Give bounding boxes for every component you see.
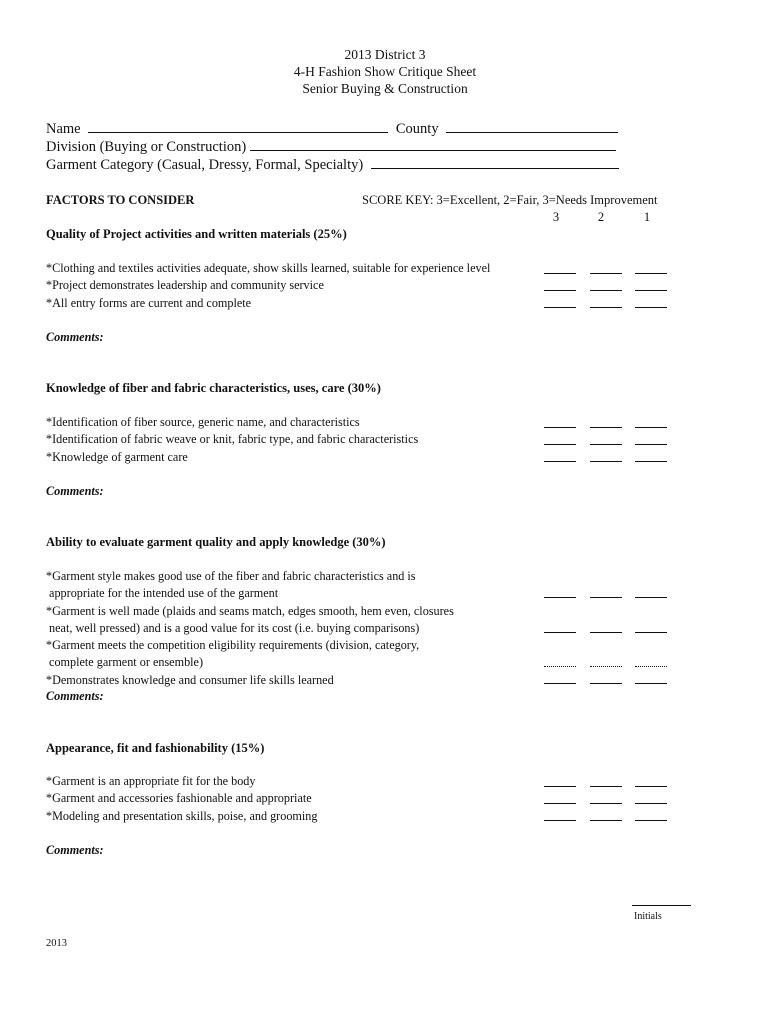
score-column-3: 3 — [552, 210, 560, 224]
score-blank-3[interactable] — [544, 444, 576, 445]
criterion-line: appropriate for the intended use of the garment — [46, 586, 279, 601]
score-blank-2[interactable] — [590, 820, 622, 821]
criterion-line: *Garment is an appropriate fit for the body — [46, 774, 256, 788]
score-column-2: 2 — [597, 210, 605, 224]
score-blank-1[interactable] — [635, 427, 667, 428]
score-blank-3[interactable] — [544, 273, 576, 274]
section-2-criteria — [46, 414, 418, 466]
division-row — [46, 136, 616, 156]
score-blank-1[interactable] — [635, 683, 667, 684]
score-blank-1[interactable] — [635, 444, 667, 445]
score-blank-3[interactable] — [544, 820, 576, 821]
category-label: Garment Category (Casual, Dressy, Formal, Specialty) — [46, 157, 364, 173]
section-1-criteria — [46, 260, 490, 312]
criterion-line: *Project demonstrates leadership and community service — [46, 278, 324, 293]
score-blank-1[interactable] — [635, 290, 667, 291]
section-2-title: Knowledge of fiber and fabric characteristics, uses, care (30%) — [46, 381, 381, 395]
score-blank-3[interactable] — [544, 683, 576, 684]
section-1-title: Quality of Project activities and written materials (25%) — [46, 227, 347, 241]
header-line-3: Senior Buying & Construction — [302, 81, 468, 96]
criterion-line: *Knowledge of garment care — [46, 449, 188, 464]
criterion-line: *Garment style makes good use of the fiber and fabric characteristics and is — [46, 569, 416, 583]
score-blank-3[interactable] — [544, 290, 576, 291]
criterion-line: *Clothing and textiles activities adequate, show skills learned, suitable for experience level — [46, 261, 491, 275]
score-blank-2[interactable] — [590, 273, 622, 274]
criterion-line: *Garment and accessories fashionable and appropriate — [46, 791, 312, 806]
factors-heading: FACTORS TO CONSIDER — [46, 193, 195, 207]
section-4-criteria — [46, 773, 317, 825]
criterion-line: neat, well pressed) and is a good value for its cost (i.e. buying comparisons) — [46, 620, 420, 635]
header-line-1: 2013 District 3 — [344, 47, 426, 62]
score-blank-3[interactable] — [544, 803, 576, 804]
score-blank-2[interactable] — [590, 444, 622, 445]
score-blank-2[interactable] — [590, 666, 622, 667]
section-3-title: Ability to evaluate garment quality and apply knowledge (30%) — [46, 535, 386, 549]
score-blank-3[interactable] — [544, 666, 576, 667]
section-4-comments-label: Comments: — [46, 843, 104, 857]
section-1-comments-label: Comments: — [46, 330, 104, 344]
section-4-title: Appearance, fit and fashionability (15%) — [46, 741, 265, 755]
name-field[interactable] — [88, 118, 388, 133]
criterion-line: *All entry forms are current and complete — [46, 295, 252, 310]
score-blank-2[interactable] — [590, 632, 622, 633]
score-blank-3[interactable] — [544, 597, 576, 598]
score-key: SCORE KEY: 3=Excellent, 2=Fair, 3=Needs Improvement — [362, 193, 658, 207]
score-blank-3[interactable] — [544, 461, 576, 462]
section-3-comments-label: Comments: — [46, 689, 104, 703]
score-blank-2[interactable] — [590, 461, 622, 462]
criterion-line: *Identification of fiber source, generic name, and characteristics — [46, 415, 360, 429]
county-field[interactable] — [446, 118, 618, 133]
section-2-comments-label: Comments: — [46, 484, 104, 498]
criterion-line: *Modeling and presentation skills, poise, and grooming — [46, 808, 318, 823]
score-blank-3[interactable] — [544, 786, 576, 787]
initials-label: Initials — [634, 911, 662, 922]
score-blank-1[interactable] — [635, 461, 667, 462]
score-blank-3[interactable] — [544, 632, 576, 633]
category-row — [46, 154, 619, 174]
division-field[interactable] — [250, 136, 616, 151]
score-blank-1[interactable] — [635, 597, 667, 598]
criterion-line: complete garment or ensemble) — [46, 655, 204, 670]
score-blank-3[interactable] — [544, 307, 576, 308]
header-line-2: 4-H Fashion Show Critique Sheet — [293, 64, 477, 79]
criterion-line: *Demonstrates knowledge and consumer life skills learned — [46, 672, 334, 687]
division-label: Division (Buying or Construction) — [46, 139, 247, 155]
section-3-criteria — [46, 568, 454, 689]
score-blank-1[interactable] — [635, 632, 667, 633]
score-blank-2[interactable] — [590, 683, 622, 684]
score-blank-2[interactable] — [590, 786, 622, 787]
score-blank-1[interactable] — [635, 307, 667, 308]
name-label: Name — [46, 121, 81, 137]
score-blank-2[interactable] — [590, 427, 622, 428]
category-field[interactable] — [371, 154, 619, 169]
score-blank-1[interactable] — [635, 786, 667, 787]
criterion-line: *Garment is well made (plaids and seams match, edges smooth, hem even, closures — [46, 603, 454, 618]
score-column-1: 1 — [643, 210, 651, 224]
score-blank-2[interactable] — [590, 307, 622, 308]
footer-year: 2013 — [46, 938, 67, 949]
document-header — [0, 46, 770, 97]
score-blank-2[interactable] — [590, 597, 622, 598]
criterion-line: *Identification of fabric weave or knit, fabric type, and fabric characteristics — [46, 432, 419, 447]
score-blank-2[interactable] — [590, 290, 622, 291]
initials-field[interactable] — [632, 905, 691, 906]
score-blank-1[interactable] — [635, 820, 667, 821]
score-blank-1[interactable] — [635, 666, 667, 667]
criterion-line: *Garment meets the competition eligibility requirements (division, category, — [46, 638, 420, 653]
score-blank-1[interactable] — [635, 273, 667, 274]
score-blank-1[interactable] — [635, 803, 667, 804]
county-label: County — [395, 121, 439, 137]
score-blank-3[interactable] — [544, 427, 576, 428]
name-county-row — [46, 118, 618, 138]
score-blank-2[interactable] — [590, 803, 622, 804]
